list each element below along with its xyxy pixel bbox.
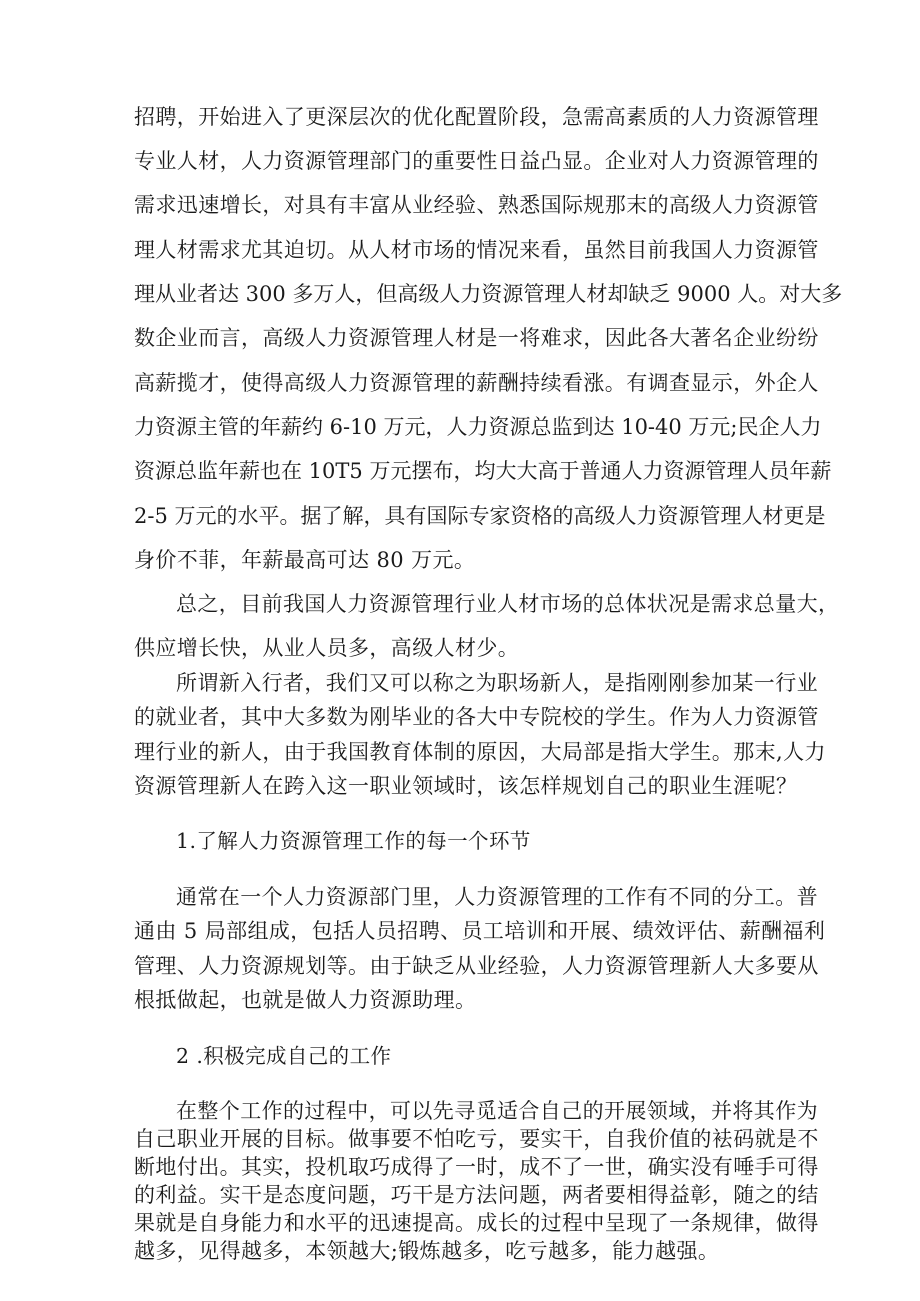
paragraph-2-line-1: 总之，目前我国人力资源管理行业人材市场的总体状况是需求总量大，	[176, 592, 840, 616]
section-heading-1: 1.了解人力资源管理工作的每一个环节	[176, 829, 531, 853]
section-heading-2: 2 .积极完成自己的工作	[176, 1044, 392, 1068]
paragraph-3-line-2: 的就业者，其中大多数为刚毕业的各大中专院校的学生。作为人力资源管	[134, 705, 819, 729]
paragraph-1-line-10: 2-5 万元的水平。据了解，具有国际专家资格的高级人力资源管理人材更是	[134, 504, 826, 528]
paragraph-3-line-4: 资源管理新人在跨入这一职业领域时，该怎样规划自己的职业生涯呢？	[134, 774, 798, 798]
paragraph-1-line-7: 高薪揽才，使得高级人力资源管理的薪酬持续看涨。有调查显示，外企人	[134, 371, 819, 395]
paragraph-1-line-5: 理从业者达 300 多万人，但高级人力资源管理人材却缺乏 9000 人。对大多	[134, 282, 843, 306]
paragraph-1-line-2: 专业人材，人力资源管理部门的重要性日益凸显。企业对人力资源管理的	[134, 149, 819, 173]
paragraph-1-line-8: 力资源主管的年薪约 6-10 万元，人力资源总监到达 10-40 万元;民企人力	[134, 415, 822, 439]
paragraph-1-line-11: 身价不菲，年薪最高可达 80 万元。	[134, 548, 476, 572]
paragraph-3-line-1: 所谓新入行者，我们又可以称之为职场新人，是指刚刚参加某一行业	[176, 671, 818, 695]
paragraph-1-line-6: 数企业而言，高级人力资源管理人材是一将难求，因此各大著名企业纷纷	[134, 326, 819, 350]
paragraph-4-line-1: 通常在一个人力资源部门里，人力资源管理的工作有不同的分工。普	[176, 885, 818, 909]
paragraph-5-line-2: 自己职业开展的目标。做事要不怕吃亏，要实干，自我价值的袪码就是不	[134, 1127, 819, 1151]
paragraph-1-line-4: 理人材需求尤其迫切。从人材市场的情况来看，虽然目前我国人力资源管	[134, 238, 819, 262]
paragraph-1-line-3: 需求迅速增长，对具有丰富从业经验、熟悉国际规那末的高级人力资源管	[134, 193, 819, 217]
paragraph-4-line-4: 根抵做起，也就是做人力资源助理。	[134, 988, 477, 1012]
paragraph-1-line-1: 招聘，开始进入了更深层次的优化配置阶段，急需高素质的人力资源管理	[134, 105, 819, 129]
paragraph-5-line-1: 在整个工作的过程中，可以先寻觅适合自己的开展领域，并将其作为	[176, 1099, 818, 1123]
paragraph-2-line-2: 供应增长快，从业人员多，高级人材少。	[134, 636, 520, 660]
paragraph-5-line-5: 果就是自身能力和水平的迅速提高。成长的过程中呈现了一条规律，做得	[134, 1211, 819, 1235]
paragraph-5-line-4: 的利益。实干是态度问题，巧干是方法问题，两者要相得益彰，随之的结	[134, 1183, 819, 1207]
paragraph-4-line-2: 通由 5 局部组成，包括人员招聘、员工培训和开展、绩效评估、薪酬福利	[134, 919, 826, 943]
paragraph-1-line-9: 资源总监年薪也在 10T5 万元摆布，均大大高于普通人力资源管理人员年薪	[134, 459, 832, 483]
paragraph-4-line-3: 管理、人力资源规划等。由于缺乏从业经验，人力资源管理新人大多要从	[134, 954, 819, 978]
paragraph-5-line-3: 断地付出。其实，投机取巧成得了一时，成不了一世，确实没有唾手可得	[134, 1155, 819, 1179]
paragraph-5-line-6: 越多，见得越多，本领越大;锻炼越多，吃亏越多，能力越强。	[134, 1239, 720, 1263]
paragraph-3-line-3: 理行业的新人，由于我国教育体制的原因，大局部是指大学生。那末,人力	[134, 740, 826, 764]
